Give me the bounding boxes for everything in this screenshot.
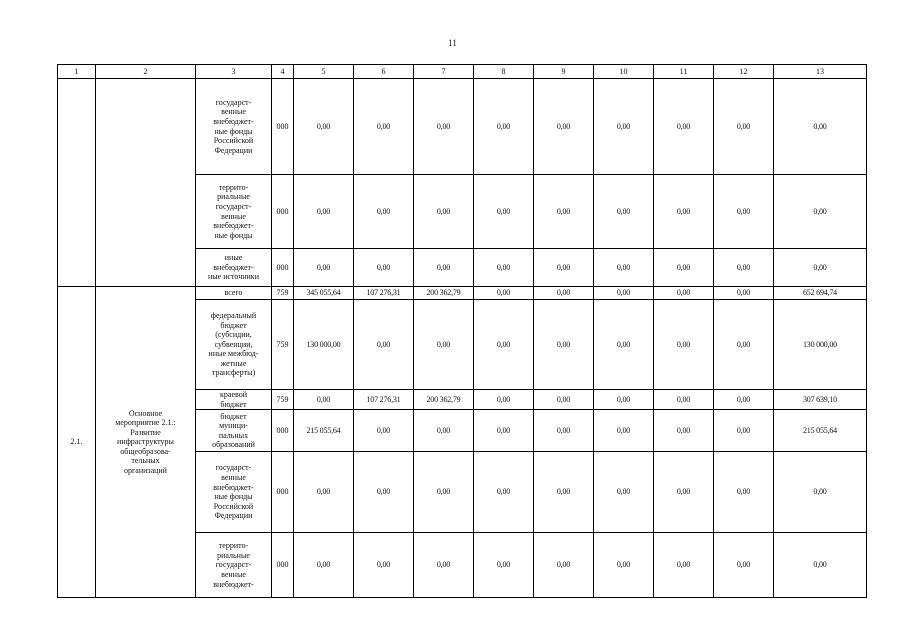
amount-cell: 0,00	[594, 300, 654, 390]
funding-source: всего	[196, 287, 272, 300]
amount-cell: 0,00	[474, 390, 534, 410]
amount-cell: 0,00	[474, 410, 534, 452]
amount-cell: 0,00	[474, 452, 534, 533]
amount-cell: 0,00	[594, 390, 654, 410]
amount-cell: 0,00	[654, 300, 714, 390]
amount-cell: 0,00	[654, 79, 714, 175]
col-header: 11	[654, 65, 714, 79]
amount-cell: 0,00	[774, 79, 867, 175]
amount-cell: 0,00	[474, 300, 534, 390]
amount-cell: 0,00	[534, 249, 594, 287]
amount-cell: 0,00	[414, 175, 474, 249]
funding-source: краевой бюджет	[196, 390, 272, 410]
amount-cell: 0,00	[654, 390, 714, 410]
item-number: 2.1.	[58, 287, 96, 598]
col-header: 6	[354, 65, 414, 79]
amount-cell: 215 055,64	[774, 410, 867, 452]
item-number-cell	[58, 79, 96, 287]
amount-cell: 0,00	[414, 452, 474, 533]
amount-cell: 0,00	[774, 175, 867, 249]
funding-source: бюджет муници- пальных образований	[196, 410, 272, 452]
amount-cell: 0,00	[354, 249, 414, 287]
amount-cell: 0,00	[654, 452, 714, 533]
amount-cell: 130 000,00	[294, 300, 354, 390]
amount-cell: 0,00	[474, 249, 534, 287]
amount-cell: 215 055,64	[294, 410, 354, 452]
amount-cell: 0,00	[654, 249, 714, 287]
funding-source: террито- риальные государст- венные внебюджет-	[196, 533, 272, 598]
amount-cell: 0,00	[594, 249, 654, 287]
amount-cell: 0,00	[534, 390, 594, 410]
amount-cell: 0,00	[354, 300, 414, 390]
amount-cell: 0,00	[714, 300, 774, 390]
amount-cell: 0,00	[654, 175, 714, 249]
amount-cell: 0,00	[354, 175, 414, 249]
col-header: 7	[414, 65, 474, 79]
amount-cell: 0,00	[474, 287, 534, 300]
col-header: 13	[774, 65, 867, 79]
amount-cell: 0,00	[594, 452, 654, 533]
amount-cell: 0,00	[774, 249, 867, 287]
budget-code: 000	[272, 175, 294, 249]
amount-cell: 107 276,31	[354, 287, 414, 300]
funding-source: государст- венные внебюджет- ные фонды Российской Федерации	[196, 452, 272, 533]
amount-cell: 0,00	[594, 410, 654, 452]
amount-cell: 200 362,79	[414, 287, 474, 300]
amount-cell: 0,00	[534, 287, 594, 300]
item-title: Основное мероприятие 2.1.: Развитие инфраструктуры общеобразова- тельных организаций	[96, 287, 196, 598]
amount-cell: 0,00	[414, 410, 474, 452]
amount-cell: 0,00	[714, 410, 774, 452]
amount-cell: 0,00	[594, 533, 654, 598]
amount-cell: 0,00	[354, 410, 414, 452]
amount-cell: 0,00	[534, 300, 594, 390]
amount-cell: 0,00	[714, 287, 774, 300]
amount-cell: 345 055,64	[294, 287, 354, 300]
page-number: 11	[448, 38, 457, 48]
col-header: 4	[272, 65, 294, 79]
amount-cell: 0,00	[354, 452, 414, 533]
amount-cell: 0,00	[594, 175, 654, 249]
amount-cell: 0,00	[534, 79, 594, 175]
amount-cell: 0,00	[474, 175, 534, 249]
amount-cell: 0,00	[414, 533, 474, 598]
budget-code: 000	[272, 533, 294, 598]
budget-code: 759	[272, 390, 294, 410]
funding-source: террито- риальные государст- венные внебюджет- ные фонды	[196, 175, 272, 249]
amount-cell: 130 000,00	[774, 300, 867, 390]
header-row	[58, 65, 867, 79]
amount-cell: 0,00	[474, 533, 534, 598]
amount-cell: 0,00	[594, 79, 654, 175]
budget-code: 000	[272, 452, 294, 533]
amount-cell: 0,00	[654, 533, 714, 598]
budget-code: 000	[272, 410, 294, 452]
amount-cell: 0,00	[594, 287, 654, 300]
amount-cell: 200 362,79	[414, 390, 474, 410]
amount-cell: 0,00	[654, 410, 714, 452]
amount-cell: 0,00	[654, 287, 714, 300]
amount-cell: 0,00	[294, 452, 354, 533]
budget-code: 000	[272, 249, 294, 287]
table-row	[58, 287, 867, 300]
col-header: 10	[594, 65, 654, 79]
amount-cell: 0,00	[294, 175, 354, 249]
funding-source: федеральный бюджет (субсидии, субвенции, иные межбюд- жетные трансферты)	[196, 300, 272, 390]
col-header: 9	[534, 65, 594, 79]
table-row	[58, 79, 867, 175]
amount-cell: 0,00	[534, 410, 594, 452]
budget-code: 759	[272, 300, 294, 390]
amount-cell: 0,00	[774, 533, 867, 598]
amount-cell: 0,00	[714, 249, 774, 287]
amount-cell: 0,00	[534, 533, 594, 598]
amount-cell: 0,00	[534, 175, 594, 249]
col-header: 8	[474, 65, 534, 79]
amount-cell: 0,00	[354, 533, 414, 598]
col-header: 2	[96, 65, 196, 79]
amount-cell: 0,00	[474, 79, 534, 175]
amount-cell: 307 639,10	[774, 390, 867, 410]
amount-cell: 0,00	[414, 300, 474, 390]
funding-source: государст- венные внебюджет- ные фонды Российской Федерации	[196, 79, 272, 175]
funding-source: иные внебюджет- ные источники	[196, 249, 272, 287]
col-header: 5	[294, 65, 354, 79]
amount-cell: 0,00	[714, 452, 774, 533]
amount-cell: 0,00	[534, 452, 594, 533]
amount-cell: 0,00	[414, 249, 474, 287]
amount-cell: 0,00	[414, 79, 474, 175]
amount-cell: 0,00	[294, 390, 354, 410]
amount-cell: 0,00	[294, 533, 354, 598]
amount-cell: 107 276,31	[354, 390, 414, 410]
amount-cell: 0,00	[294, 249, 354, 287]
amount-cell: 0,00	[714, 533, 774, 598]
amount-cell: 0,00	[294, 79, 354, 175]
item-title-cell	[96, 79, 196, 287]
amount-cell: 0,00	[714, 79, 774, 175]
budget-code: 000	[272, 79, 294, 175]
amount-cell: 0,00	[774, 452, 867, 533]
amount-cell: 0,00	[714, 390, 774, 410]
amount-cell: 0,00	[714, 175, 774, 249]
amount-cell: 0,00	[354, 79, 414, 175]
amount-cell: 652 694,74	[774, 287, 867, 300]
budget-table	[57, 64, 867, 598]
budget-code: 759	[272, 287, 294, 300]
col-header: 3	[196, 65, 272, 79]
col-header: 1	[58, 65, 96, 79]
col-header: 12	[714, 65, 774, 79]
